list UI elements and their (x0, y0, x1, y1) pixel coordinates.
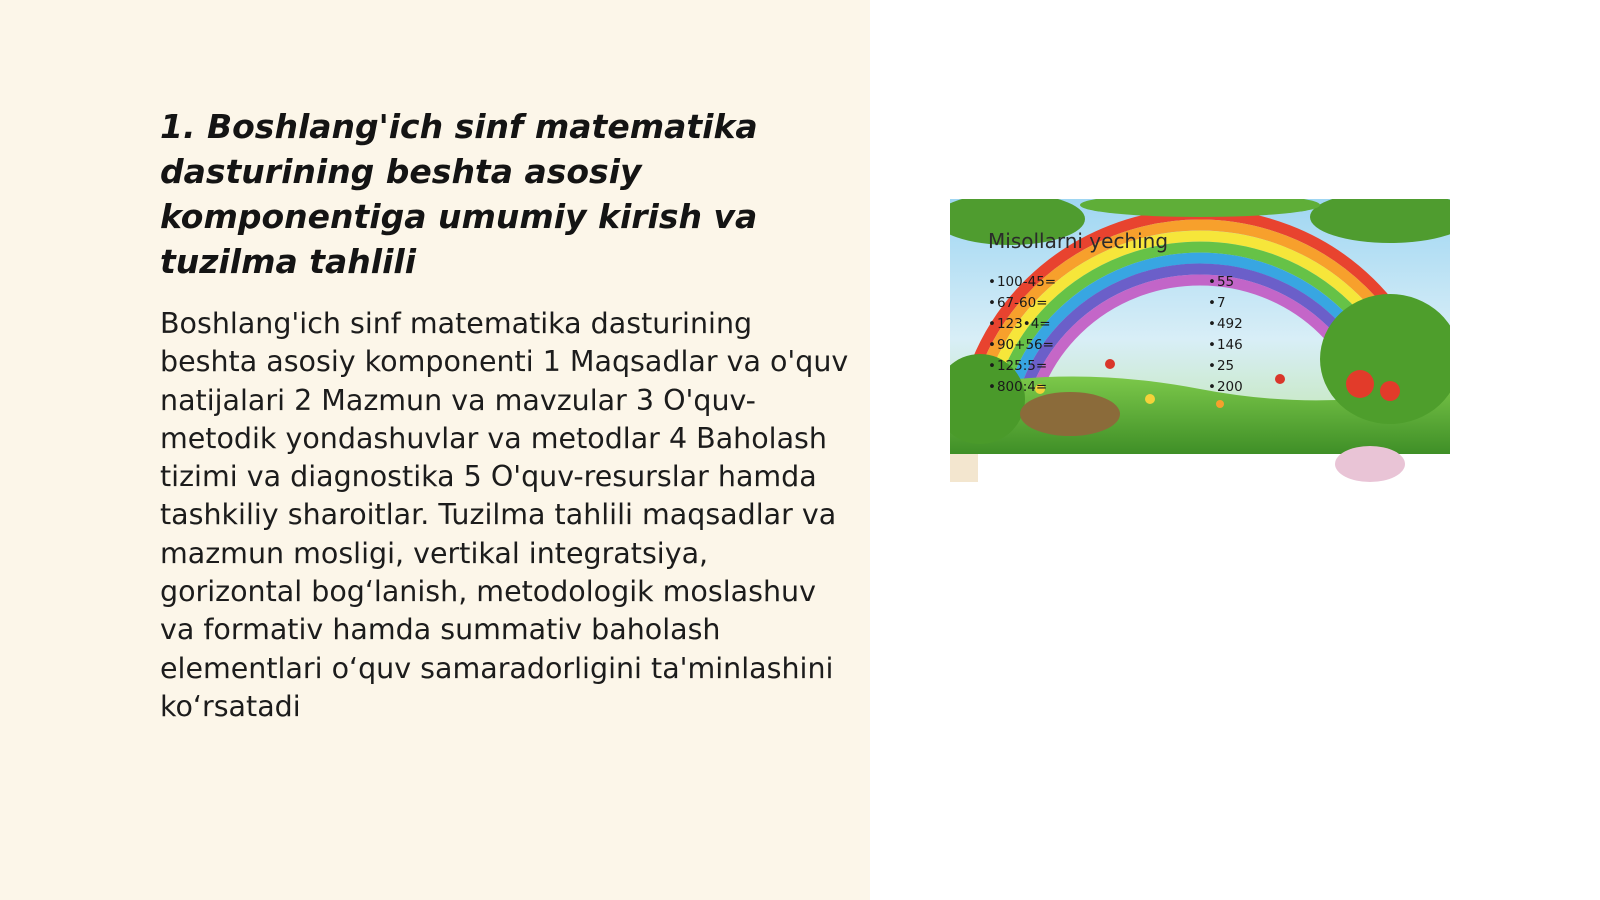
exercise-item: • 125:5= (988, 356, 1056, 377)
answer-item: • 492 (1208, 314, 1243, 335)
exercise-item: • 123•4= (988, 314, 1056, 335)
exercise-list (988, 272, 1056, 398)
slide-body-text: Boshlang'ich sinf matematika dasturining beshta asosiy komponenti 1 Maqsadlar va o'quv natijalari 2 Mazmun va mavzular 3 O'quv-metodik yondashuvlar va metodlar 4 Baholash tizimi va diagnostika 5 O'quv-resurslar hamda tashkiliy sharoitlar. Tuzilma tahlili maqsadlar va mazmun mosligi, vertikal integratsiya, gorizontal bog‘lanish, metodologik moslashuv va formativ hamda summativ baholash elementlari o‘quv samaradorligini ta'minlashini ko‘rsatadi (160, 307, 849, 723)
exercise-item: • 67-60= (988, 293, 1056, 314)
exercise-item: • 90+56= (988, 335, 1056, 356)
answer-item: • 55 (1208, 272, 1243, 293)
exercise-item: • 100-45= (988, 272, 1056, 293)
answer-item: • 7 (1208, 293, 1243, 314)
answer-item: • 146 (1208, 335, 1243, 356)
slide-title: 1. Boshlang'ich sinf matematika dasturining beshta asosiy komponentiga umumiy kirish va tuzilma tahlili (160, 107, 758, 281)
exercise-item: • 800:4= (988, 377, 1056, 398)
answer-item: • 25 (1208, 356, 1243, 377)
rainbow-exercise-image (950, 199, 1450, 482)
answer-list (1208, 272, 1243, 398)
answer-item: • 200 (1208, 377, 1243, 398)
exercise-title: Misollarni yeching (988, 229, 1169, 253)
